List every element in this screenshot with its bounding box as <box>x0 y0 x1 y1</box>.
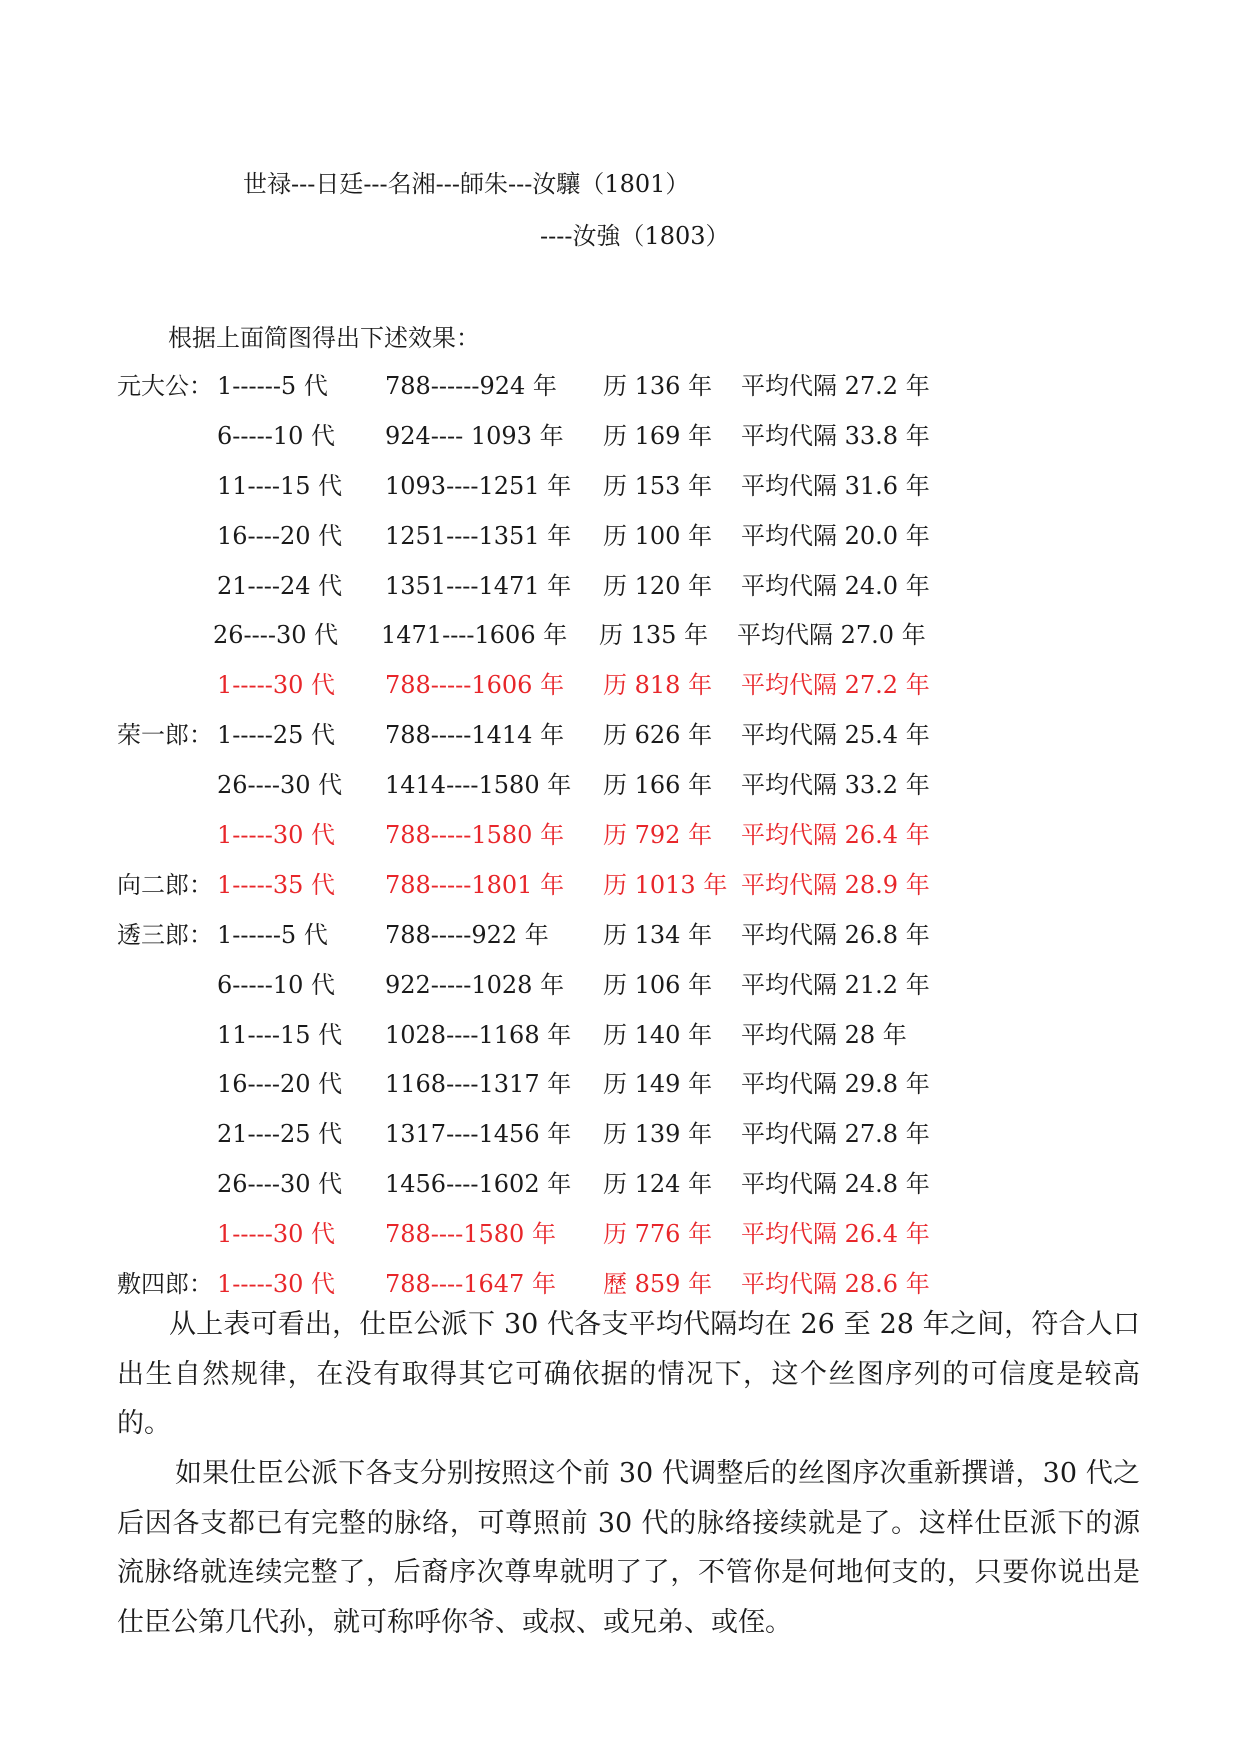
average-interval: 平均代隔 28.9 年 <box>741 870 930 899</box>
year-span: 历 1013 年 <box>603 870 728 899</box>
generation-range: 11----15 代 <box>217 1020 343 1049</box>
generation-range: 1-----25 代 <box>217 721 335 750</box>
branch-label: 敷四郎： <box>117 1270 213 1299</box>
year-range: 1317----1456 年 <box>385 1120 572 1149</box>
generation-range: 1------5 代 <box>217 920 328 949</box>
average-interval: 平均代隔 27.8 年 <box>741 1120 930 1149</box>
branch-label: 透三郎： <box>117 920 213 949</box>
table-row <box>0 607 1240 657</box>
average-interval: 平均代隔 28.6 年 <box>741 1270 930 1299</box>
lineage-line-2: ----汝強（1803） <box>540 222 730 250</box>
year-range: 1028----1168 年 <box>385 1020 572 1049</box>
average-interval: 平均代隔 27.0 年 <box>737 621 926 650</box>
table-row <box>0 508 1240 558</box>
table-row <box>0 458 1240 508</box>
average-interval: 平均代隔 33.8 年 <box>741 421 930 450</box>
table-row <box>0 1156 1240 1206</box>
year-span: 历 100 年 <box>603 521 713 550</box>
table-row <box>0 757 1240 807</box>
generation-range: 1------5 代 <box>217 372 328 400</box>
year-span: 历 776 年 <box>603 1220 713 1249</box>
total-row <box>0 857 1240 907</box>
generation-range: 26----30 代 <box>213 621 339 650</box>
year-range: 788----1647 年 <box>385 1270 556 1299</box>
year-span: 历 140 年 <box>603 1020 713 1049</box>
year-span: 历 149 年 <box>603 1070 713 1099</box>
year-range: 788----1580 年 <box>385 1220 556 1249</box>
year-span: 历 626 年 <box>603 721 713 750</box>
year-range: 1351----1471 年 <box>385 571 572 600</box>
average-interval: 平均代隔 33.2 年 <box>741 771 930 800</box>
generation-stats-table <box>0 358 1240 1306</box>
generation-range: 1-----30 代 <box>217 671 335 700</box>
year-range: 924---- 1093 年 <box>385 421 564 450</box>
year-range: 1471----1606 年 <box>381 621 568 650</box>
generation-range: 21----24 代 <box>217 571 343 600</box>
year-span: 历 166 年 <box>603 771 713 800</box>
year-range: 922-----1028 年 <box>385 970 565 999</box>
table-row <box>0 707 1240 757</box>
average-interval: 平均代隔 27.2 年 <box>741 372 930 400</box>
year-range: 788------924 年 <box>385 372 557 400</box>
year-span: 历 124 年 <box>603 1170 713 1199</box>
table-row <box>0 558 1240 608</box>
average-interval: 平均代隔 21.2 年 <box>741 970 930 999</box>
average-interval: 平均代隔 20.0 年 <box>741 521 930 550</box>
year-range: 788-----1414 年 <box>385 721 565 750</box>
total-row <box>0 1206 1240 1256</box>
total-row <box>0 657 1240 707</box>
branch-label: 荣一郎： <box>117 721 213 750</box>
average-interval: 平均代隔 28 年 <box>741 1020 907 1049</box>
generation-range: 26----30 代 <box>217 1170 343 1199</box>
average-interval: 平均代隔 26.4 年 <box>741 1220 930 1249</box>
generation-range: 1-----30 代 <box>217 821 335 850</box>
year-span: 历 818 年 <box>603 671 713 700</box>
year-span: 历 139 年 <box>603 1120 713 1149</box>
average-interval: 平均代隔 31.6 年 <box>741 471 930 500</box>
year-range: 1456----1602 年 <box>385 1170 572 1199</box>
year-span: 历 136 年 <box>603 372 713 400</box>
year-span: 历 106 年 <box>603 970 713 999</box>
generation-range: 21----25 代 <box>217 1120 343 1149</box>
average-interval: 平均代隔 24.0 年 <box>741 571 930 600</box>
generation-range: 6-----10 代 <box>217 970 335 999</box>
generation-range: 6-----10 代 <box>217 421 335 450</box>
branch-label: 元大公： <box>117 372 213 400</box>
table-row <box>0 408 1240 458</box>
table-row <box>0 1056 1240 1106</box>
intro-text: 根据上面简图得出下述效果： <box>168 324 480 352</box>
average-interval: 平均代隔 26.4 年 <box>741 821 930 850</box>
average-interval: 平均代隔 25.4 年 <box>741 721 930 750</box>
generation-range: 16----20 代 <box>217 521 343 550</box>
generation-range: 1-----35 代 <box>217 870 335 899</box>
year-span: 历 134 年 <box>603 920 713 949</box>
table-row <box>0 358 1240 408</box>
generation-range: 11----15 代 <box>217 471 343 500</box>
average-interval: 平均代隔 24.8 年 <box>741 1170 930 1199</box>
total-row <box>0 807 1240 857</box>
year-span: 历 169 年 <box>603 421 713 450</box>
lineage-line-1: 世禄---日廷---名湘---師朱---汝驤（1801） <box>243 170 690 198</box>
year-span: 历 135 年 <box>599 621 709 650</box>
year-range: 788-----1606 年 <box>385 671 565 700</box>
average-interval: 平均代隔 26.8 年 <box>741 920 930 949</box>
average-interval: 平均代隔 29.8 年 <box>741 1070 930 1099</box>
average-interval: 平均代隔 27.2 年 <box>741 671 930 700</box>
year-range: 1168----1317 年 <box>385 1070 572 1099</box>
recommendation-paragraph: 如果仕臣公派下各支分别按照这个前 30 代调整后的丝图序次重新撰谱，30 代之后因各支都已有完整的脉络，可尊照前 30 代的脉络接续就是了。这样仕臣派下的源流脉络就连续完整了，后裔序次尊卑就明了了，不管你是何地何支的，只要你说出是仕臣公第几代孙，就可称呼你爷、或叔、或兄弟、或侄。 <box>117 1458 1140 1638</box>
table-row <box>0 1007 1240 1057</box>
year-span: 历 792 年 <box>603 821 713 850</box>
generation-range: 1-----30 代 <box>217 1220 335 1249</box>
year-span: 历 120 年 <box>603 571 713 600</box>
year-range: 788-----922 年 <box>385 920 549 949</box>
year-span: 历 153 年 <box>603 471 713 500</box>
table-row <box>0 957 1240 1007</box>
generation-range: 16----20 代 <box>217 1070 343 1099</box>
year-range: 1251----1351 年 <box>385 521 572 550</box>
total-row <box>0 1256 1240 1306</box>
year-range: 1414----1580 年 <box>385 771 572 800</box>
year-range: 788-----1801 年 <box>385 870 565 899</box>
table-row <box>0 907 1240 957</box>
year-range: 1093----1251 年 <box>385 471 572 500</box>
generation-range: 1-----30 代 <box>217 1270 335 1299</box>
generation-range: 26----30 代 <box>217 771 343 800</box>
table-row <box>0 1106 1240 1156</box>
year-span: 歷 859 年 <box>603 1270 713 1299</box>
year-range: 788-----1580 年 <box>385 821 565 850</box>
branch-label: 向二郎： <box>117 870 213 899</box>
conclusion-paragraph: 从上表可看出，仕臣公派下 30 代各支平均代隔均在 26 至 28 年之间，符合人口出生自然规律，在没有取得其它可确依据的情况下，这个丝图序列的可信度是较高的。 <box>117 1309 1140 1439</box>
